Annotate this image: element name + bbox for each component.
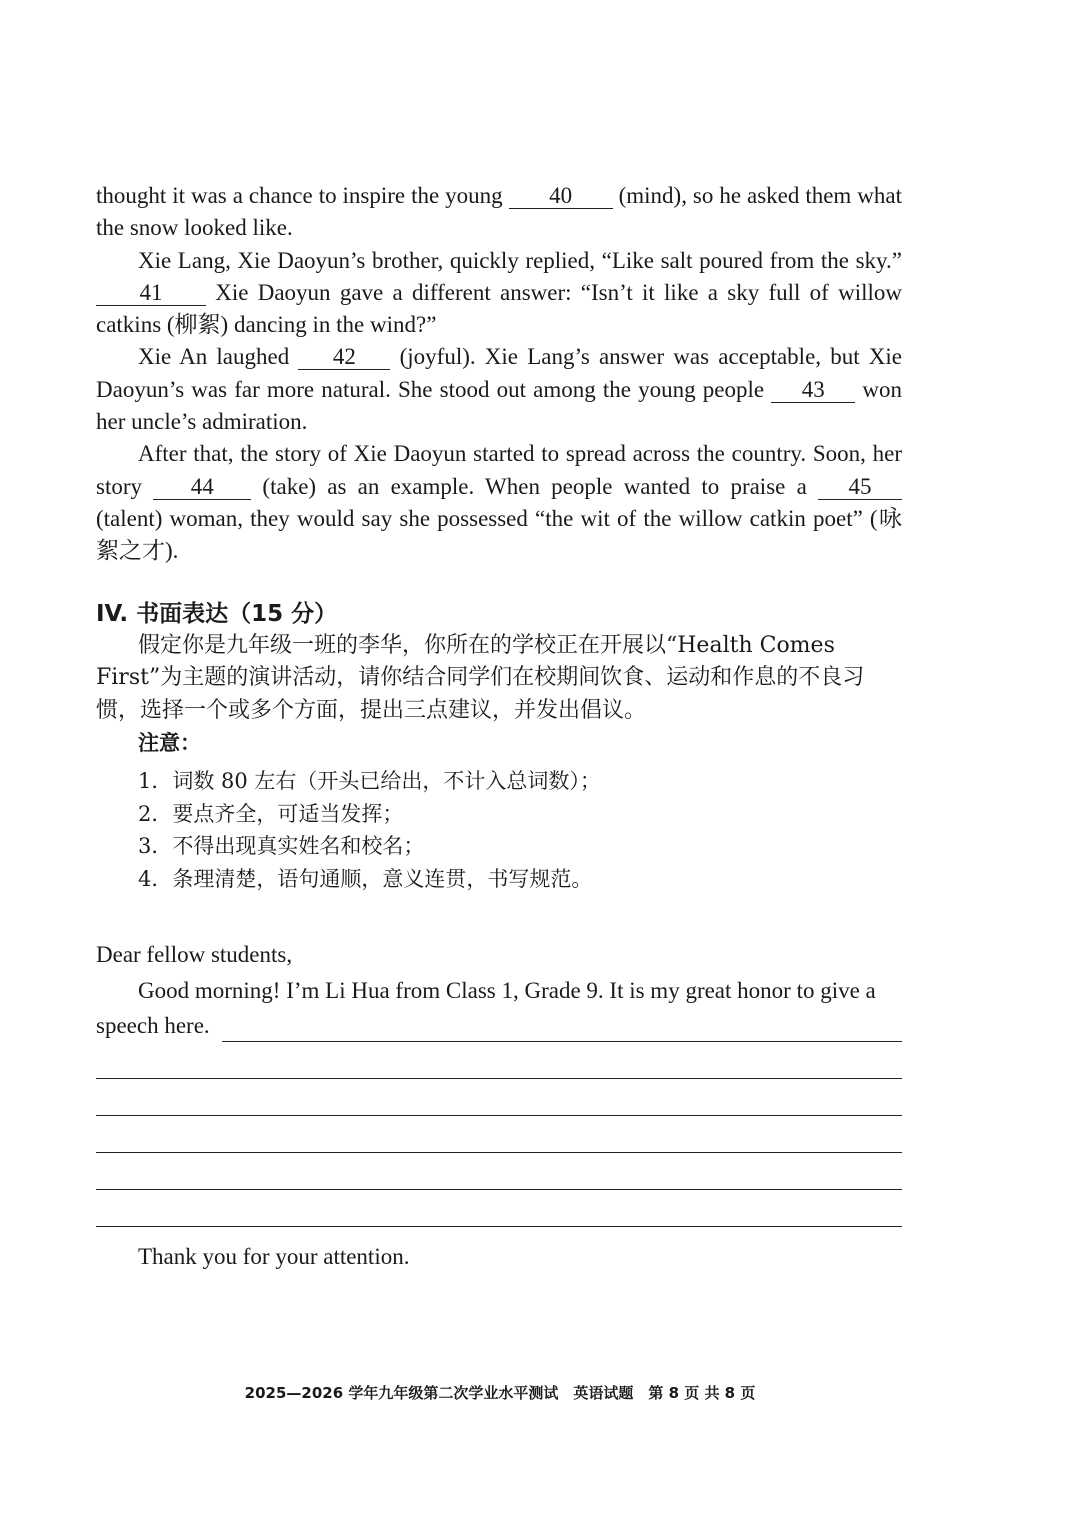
closing-line: Thank you for your attention. bbox=[138, 1243, 410, 1269]
writing-line[interactable] bbox=[222, 1019, 902, 1042]
writing-line[interactable] bbox=[96, 1190, 902, 1227]
note-item: 3．不得出现真实姓名和校名； bbox=[138, 834, 425, 859]
blank-41[interactable]: 41 bbox=[96, 281, 206, 306]
exam-page bbox=[96, 180, 902, 1273]
writing-line[interactable] bbox=[96, 1116, 902, 1153]
passage-paragraph-1: thought it was a chance to inspire the young 40 (mind), so he asked them what the snow looked like. bbox=[96, 183, 902, 241]
greeting: Dear fellow students, bbox=[96, 942, 293, 968]
writing-line[interactable] bbox=[96, 1079, 902, 1116]
blank-45[interactable]: 45 bbox=[818, 475, 902, 500]
passage-paragraph-2: Xie Lang, Xie Daoyun’s brother, quickly replied, “Like salt poured from the sky.” 41 Xie Daoyun gave a different answer: “Isn’t it like a sky full of willow catkins (柳絮) dancing in the wind?” bbox=[96, 247, 902, 338]
spacer bbox=[96, 568, 902, 598]
note-item: 2．要点齐全，可适当发挥； bbox=[138, 801, 404, 826]
writing-prompt: 假定你是九年级一班的李华，你所在的学校正在开展以“Health Comes First”为主题的演讲活动，请你结合同学们在校期间饮食、运动和作息的不良习惯，选择一个或多个方面，提出三点建议，并发出倡议。 bbox=[96, 632, 865, 723]
writing-line[interactable] bbox=[96, 1042, 902, 1079]
blank-44[interactable]: 44 bbox=[153, 475, 251, 500]
passage-paragraph-4: After that, the story of Xie Daoyun started to spread across the country. Soon, her story 44 (take) as an example. When people wanted to praise a 45 (talent) woman, they would say she possessed “the wit of the willow catkin poet” (咏絮之才). bbox=[96, 441, 902, 564]
note-item: 1．词数 80 左右（开头已给出，不计入总词数）； bbox=[138, 769, 601, 794]
speech-first-line bbox=[96, 1010, 902, 1042]
passage-paragraph-3: Xie An laughed 42 (joyful). Xie Lang’s answer was acceptable, but Xie Daoyun’s was far more natural. She stood out among the young people 43 won her uncle’s admiration. bbox=[96, 344, 902, 435]
speech-start: speech here. bbox=[96, 1012, 210, 1038]
note-item: 4．条理清楚，语句通顺，意义连贯，书写规范。 bbox=[138, 866, 593, 891]
page-footer: 2025—2026 学年九年级第二次学业水平测试 英语试题 第 8 页 共 8 页 bbox=[244, 1384, 756, 1402]
blank-42[interactable]: 42 bbox=[298, 345, 390, 370]
section-title: IV. 书面表达（15 分） bbox=[96, 600, 338, 627]
opening-line: Good morning! I’m Li Hua from Class 1, Grade 9. It is my great honor to give a bbox=[138, 978, 876, 1004]
writing-line[interactable] bbox=[96, 1153, 902, 1190]
blank-40[interactable]: 40 bbox=[509, 184, 613, 209]
notes-list bbox=[138, 765, 902, 895]
blank-43[interactable]: 43 bbox=[771, 378, 855, 403]
notes-label: 注意： bbox=[138, 731, 201, 756]
letter bbox=[96, 939, 902, 1273]
